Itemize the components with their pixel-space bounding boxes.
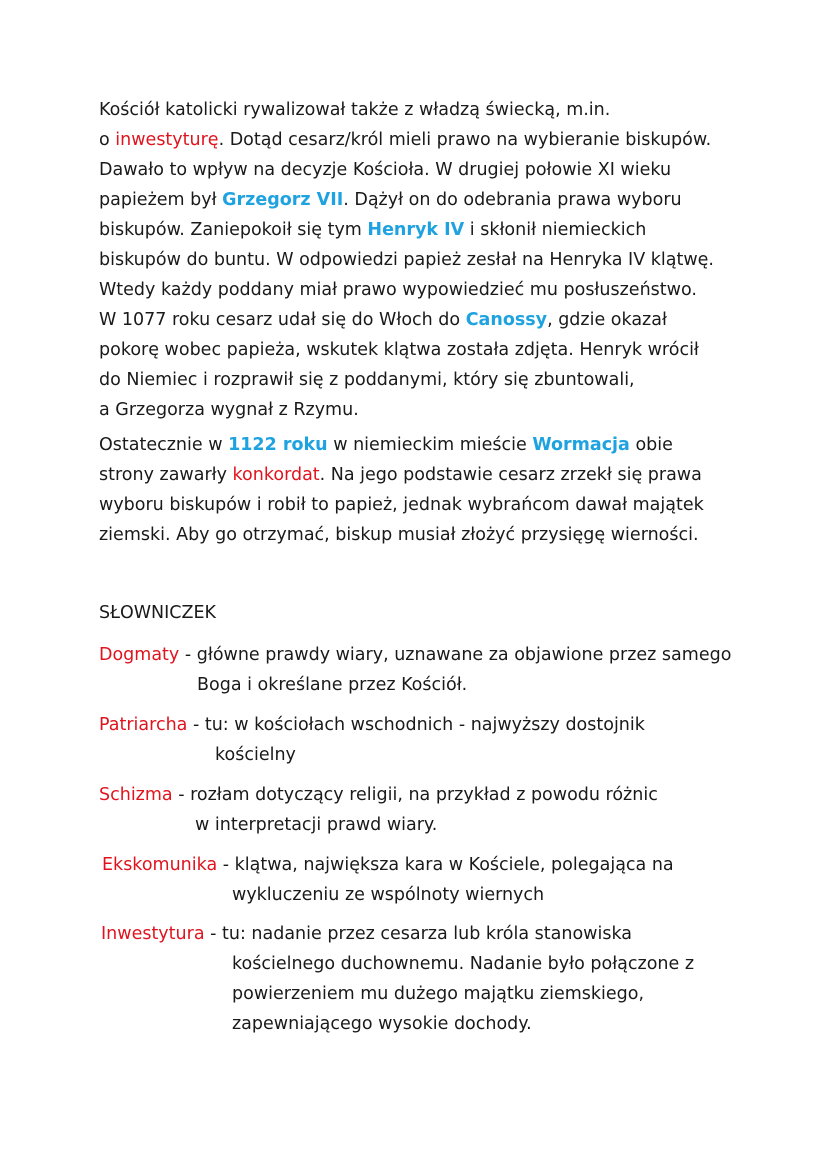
glossary-sep: - — [172, 785, 191, 805]
glossary-sep: - — [187, 715, 205, 735]
glossary-def: tu: nadanie przez cesarza lub króla stanowiska — [222, 924, 633, 944]
p1-line: Wtedy każdy poddany miał prawo wypowiedzieć mu posłuszeństwo. — [99, 280, 697, 300]
p2-line: Ostatecznie w — [99, 435, 229, 455]
p2-line: wyboru biskupów i robił to papież, jednak wybrańcom dawał majątek — [99, 495, 704, 515]
glossary-def-cont: zapewniającego wysokie dochody. — [232, 1014, 532, 1034]
glossary-def-cont: powierzeniem mu dużego majątku ziemskiego, — [232, 984, 645, 1004]
name-henryk-iv: Henryk IV — [367, 220, 465, 240]
p1-line: Dawało to wpływ na decyzje Kościoła. W drugiej połowie XI wieku — [99, 160, 672, 180]
glossary-sep: - — [204, 924, 222, 944]
p1-line: , gdzie okazał — [547, 310, 667, 330]
glossary-def: klątwa, największa kara w Kościele, polegająca na — [234, 855, 674, 875]
place-canossa: Canossy — [465, 310, 548, 330]
glossary-def-cont: kościelnego duchownemu. Nadanie było połączone z — [232, 954, 695, 974]
p1-line: a Grzegorza wygnał z Rzymu. — [99, 400, 359, 420]
glossary-entry-inwestytura — [101, 919, 694, 1039]
p1-line: biskupów do buntu. W odpowiedzi papież zesłał na Henryka IV klątwę. — [99, 250, 714, 270]
glossary-def-cont: Boga i określane przez Kościół. — [197, 675, 468, 695]
glossary-sep: - — [179, 645, 197, 665]
glossary-heading: SŁOWNICZEK — [99, 603, 217, 623]
p2-line: w niemieckim mieście — [327, 435, 533, 455]
p1-line: biskupów. Zaniepokoił się tym — [99, 220, 368, 240]
glossary-entry-patriarcha — [99, 710, 645, 770]
p2-line: ziemski. Aby go otrzymać, biskup musiał złożyć przysięgę wierności. — [99, 525, 699, 545]
p2-line: obie — [629, 435, 673, 455]
glossary-term: Ekskomunika — [102, 855, 218, 875]
p1-line: papieżem był — [99, 190, 223, 210]
p1-line: . Dążył on do odebrania prawa wyboru — [343, 190, 682, 210]
place-wormacja: Wormacja — [532, 435, 630, 455]
paragraph-concordat — [99, 430, 759, 550]
paragraph-investiture-conflict — [99, 95, 759, 425]
p2-line: . Na jego podstawie cesarz zrzekł się prawa — [319, 465, 702, 485]
glossary-term: Inwestytura — [101, 924, 205, 944]
glossary-sep: - — [217, 855, 235, 875]
p1-line: Kościół katolicki rywalizował także z władzą świecką, m.in. — [99, 100, 611, 120]
term-inwestyture: inwestyturę — [115, 130, 219, 150]
p1-line: pokorę wobec papieża, wskutek klątwa została zdjęta. Henryk wrócił — [99, 340, 699, 360]
glossary-def-cont: kościelny — [215, 745, 296, 765]
glossary-def: główne prawdy wiary, uznawane za objawione przez samego — [196, 645, 732, 665]
glossary-entry-schizma — [99, 780, 658, 840]
glossary-term: Schizma — [99, 785, 173, 805]
p1-line: o — [99, 130, 116, 150]
glossary-term: Patriarcha — [99, 715, 188, 735]
p1-line: do Niemiec i rozprawił się z poddanymi, który się zbuntowali, — [99, 370, 635, 390]
glossary-def: rozłam dotyczący religii, na przykład z powodu różnic — [190, 785, 658, 805]
glossary-def-cont: w interpretacji prawd wiary. — [195, 815, 438, 835]
glossary-entry-dogmaty — [99, 640, 731, 700]
p1-line: W 1077 roku cesarz udał się do Włoch do — [99, 310, 466, 330]
p1-line: i skłonił niemieckich — [464, 220, 647, 240]
glossary-entry-ekskomunika — [102, 850, 674, 910]
name-grzegorz-vii: Grzegorz VII — [222, 190, 344, 210]
glossary-term: Dogmaty — [99, 645, 180, 665]
glossary-def: tu: w kościołach wschodnich - najwyższy dostojnik — [204, 715, 645, 735]
glossary-def-cont: wykluczeniu ze wspólnoty wiernych — [232, 885, 545, 905]
p2-line: strony zawarły — [99, 465, 233, 485]
year-1122: 1122 roku — [228, 435, 328, 455]
p1-line: . Dotąd cesarz/król mieli prawo na wybieranie biskupów. — [218, 130, 712, 150]
term-konkordat: konkordat — [232, 465, 320, 485]
